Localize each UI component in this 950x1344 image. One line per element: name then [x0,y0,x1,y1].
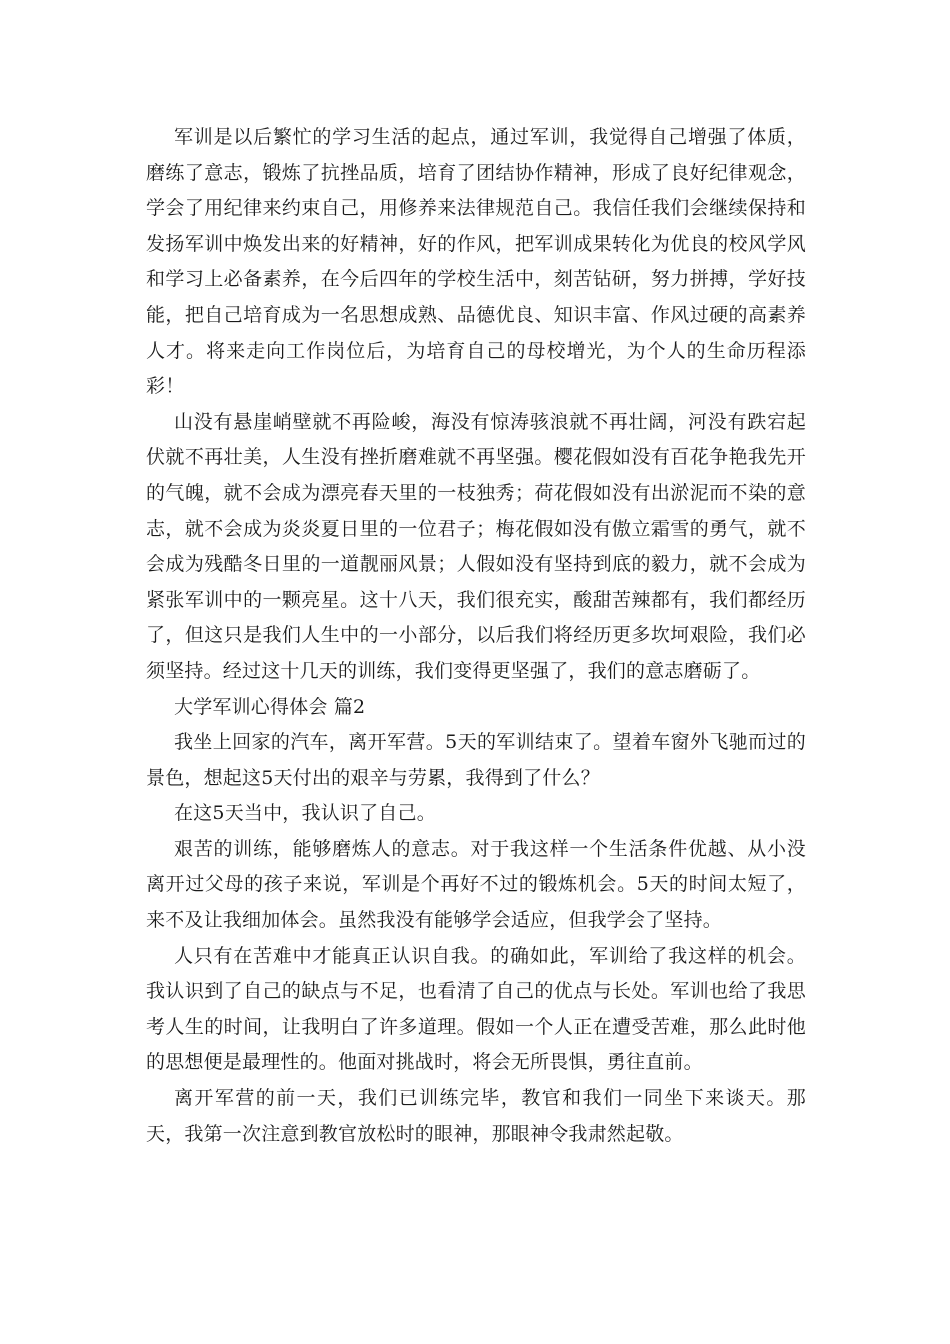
document-page [146,120,806,1152]
paragraph: 艰苦的训练，能够磨炼人的意志。对于我这样一个生活条件优越、从小没离开过父母的孩子来说，军训是个再好不过的锻炼机会。5天的时间太短了，来不及让我细加体会。虽然我没有能够学会适应，但我学会了坚持。 [146,837,806,932]
paragraph: 军训是以后繁忙的学习生活的起点，通过军训，我觉得自己增强了体质，磨练了意志，锻炼了抗挫品质，培育了团结协作精神，形成了良好纪律观念，学会了用纪律来约束自己，用修养来法律规范自己。我信任我们会继续保持和发扬军训中焕发出来的好精神，好的作风，把军训成果转化为优良的校风学风和学习上必备素养，在今后四年的学校生活中，刻苦钻研，努力拼搏，学好技能，把自己培育成为一名思想成熟、品德优良、知识丰富、作风过硬的高素养人才。将来走向工作岗位后，为培育自己的母校增光，为个人的生命历程添彩！ [146,126,806,398]
paragraph: 离开军营的前一天，我们已训练完毕，教官和我们一同坐下来谈天。那天，我第一次注意到教官放松时的眼神，那眼神令我肃然起敬。 [146,1087,806,1145]
paragraph: 我坐上回家的汽车，离开军营。5天的军训结束了。望着车窗外飞驰而过的景色，想起这5天付出的艰辛与劳累，我得到了什么？ [146,731,806,789]
paragraph: 在这5天当中，我认识了自己。 [174,802,436,825]
section-heading: 大学军训心得体会 篇2 [174,695,366,718]
paragraph: 山没有悬崖峭壁就不再险峻，海没有惊涛骇浪就不再壮阔，河没有跌宕起伏就不再壮美，人生没有挫折磨难就不再坚强。樱花假如没有百花争艳我先开的气魄，就不会成为漂亮春天里的一枝独秀；荷花假如没有出淤泥而不染的意志，就不会成为炎炎夏日里的一位君子；梅花假如没有傲立霜雪的勇气，就不会成为残酷冬日里的一道靓丽风景；人假如没有坚持到底的毅力，就不会成为紧张军训中的一颗亮星。这十八天，我们很充实，酸甜苦辣都有，我们都经历了，但这只是我们人生中的一小部分，以后我们将经历更多坎坷艰险，我们必须坚持。经过这十几天的训练，我们变得更坚强了，我们的意志磨砺了。 [146,410,806,682]
paragraph: 人只有在苦难中才能真正认识自我。的确如此，军训给了我这样的机会。我认识到了自己的缺点与不足，也看清了自己的优点与长处。军训也给了我思考人生的时间，让我明白了许多道理。假如一个人正在遭受苦难，那么此时他的思想便是最理性的。他面对挑战时，将会无所畏惧，勇往直前。 [146,944,806,1074]
